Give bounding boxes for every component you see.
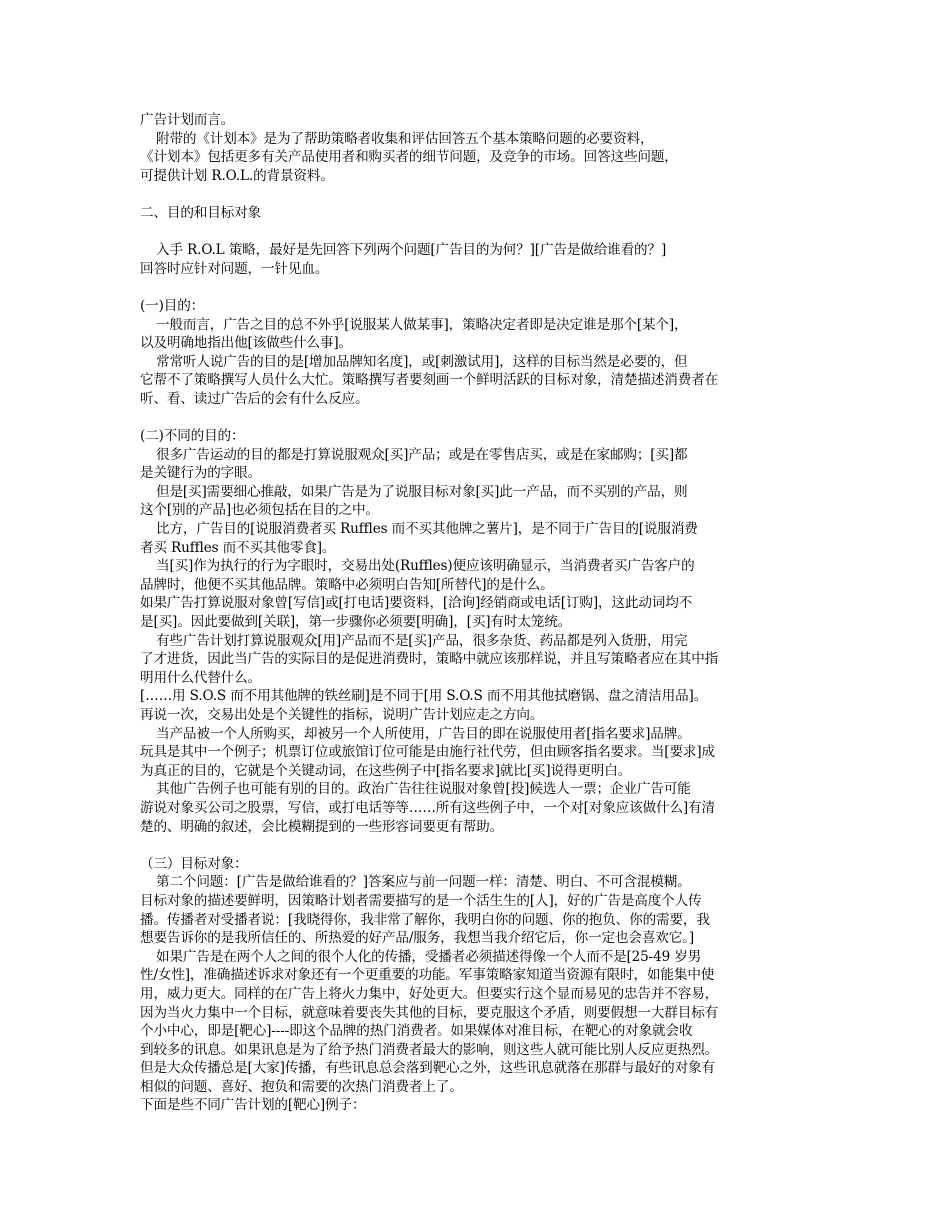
text-line: 楚的、明确的叙述，会比模糊提到的一些形容词要更有帮助。: [140, 818, 503, 835]
text-line: 《计划本》包括更多有关产品使用者和购买者的细节问题，及竞争的市场。回答这些问题，: [140, 149, 678, 166]
text-line: 听、看、读过广告后的会有什么反应。: [140, 390, 369, 407]
text-line: [……用 S.O.S 而不用其他牌的铁丝刷]是不同于[用 S.O.S 而不用其他拭磨锅、盘之清洁用品]。: [140, 688, 708, 705]
text-line: 性/女性]，准确描述诉求对象还有一个更重要的功能。军事策略家知道当资源有限时，如能集中使: [140, 967, 715, 984]
text-line: (一)目的：: [140, 297, 205, 314]
text-line: 它帮不了策略撰写人员什么大忙。策略撰写者要刻画一个鲜明活跃的目标对象，清楚描述消费者在: [140, 372, 719, 389]
text-line: 但是大众传播总是[大家]传播，有些讯息总会落到靶心之外，这些讯息就落在那群与最好的对象有: [140, 1060, 715, 1077]
text-line: 二、目的和目标对象: [140, 204, 261, 221]
text-line: 当产品被一个人所购买，却被另一个人所使用，广告目的即在说服使用者[指名要求]品牌。: [156, 725, 691, 742]
text-line: 用，威力更大。同样的在广告上将火力集中，好处更大。但要实行这个显而易见的忠告并不容易，: [140, 985, 719, 1002]
text-line: 常常听人说广告的目的是[增加品牌知名度]，或[刺激试用]，这样的目标当然是必要的，但: [156, 353, 688, 370]
text-line: 入手 R.O.L 策略，最好是先回答下列两个问题[广告目的为何？][广告是做给谁看的？]: [156, 242, 667, 259]
text-line: 玩具是其中一个例子；机票订位或旅馆订位可能是由施行社代劳，但由顾客指名要求。当[要求]成: [140, 744, 715, 761]
document-body: [140, 111, 820, 1115]
text-line: 再说一次，交易出处是个关键性的指标，说明广告计划应走之方向。: [140, 707, 544, 723]
text-line: （三）目标对象：: [140, 855, 248, 872]
text-line: 可提供计划 R.O.L.的背景资料。: [140, 167, 334, 184]
text-line: 但是[买]需要细心推敲，如果广告是为了说服目标对象[买]此一产品，而不买别的产品，则: [156, 483, 688, 500]
text-line: 附带的《计划本》是为了帮助策略者收集和评估回答五个基本策略问题的必要资料，: [156, 130, 654, 147]
text-line: 如果广告打算说服对象曾[写信]或[打电话]要资料，[洽询]经销商或电话[订购]，这此动词均不: [140, 595, 693, 612]
text-line: 了才进货，因此当广告的实际目的是促进消费时，策略中就应该那样说，并且写策略者应在其中指: [140, 651, 719, 668]
text-line: 播。传播者对受播者说：[我晓得你，我非常了解你，我明白你的问题、你的抱负、你的需要，我: [140, 911, 710, 928]
text-line: 到较多的讯息。如果讯息是为了给予热门消费者最大的影响，则这些人就可能比别人反应更热烈。: [140, 1041, 719, 1058]
text-line: 品牌时，他便不买其他品牌。策略中必须明白告知[所替代]的是什么。: [140, 576, 554, 593]
blank-line: [140, 278, 820, 297]
text-line: 第二个问题：[广告是做给谁看的？]答案应与前一问题一样：清楚、明白、不可含混模糊。: [156, 874, 691, 891]
text-line: 很多广告运动的目的都是打算说服观众[买]产品；或是在零售店买，或是在家邮购；[买]都: [156, 446, 688, 463]
blank-line: [140, 836, 820, 855]
text-line: 其他广告例子也可能有别的目的。政治广告往往说服对象曾[投]候选人一票；企业广告可能: [156, 781, 691, 798]
text-line: 当[买]作为执行的行为字眼时，交易出处(Ruffles)便应该明确显示，当消费者买广告客户的: [156, 558, 695, 575]
text-line: 为真正的目的，它就是个关键动词，在这些例子中[指名要求]就比[买]说得更明白。: [140, 762, 632, 779]
text-line: 因为当火力集中一个目标，就意味着要丧失其他的目标，要克服这个矛盾，则要假想一大群目标有: [140, 1004, 719, 1021]
text-line: 回答时应针对问题，一针见血。: [140, 260, 329, 277]
text-line: 目标对象的描述要鲜明，因策略计划者需要描写的是一个活生生的[人]，好的广告是高度个人传: [140, 892, 702, 909]
blank-line: [140, 223, 820, 242]
text-line: 以及明确地指出他[该做些什么事]。: [140, 335, 352, 352]
text-line: 相似的问题、喜好、抱负和需要的次热门消费者上了。: [140, 1078, 463, 1095]
text-line: 下面是些不同广告计划的[靶心]例子：: [140, 1097, 366, 1114]
text-line: 是[买]。因此要做到[关联]，第一步骤你必须要[明确]，[买]有时太笼统。: [140, 614, 572, 631]
text-line: (二)不同的目的：: [140, 428, 245, 445]
text-line: 想要告诉你的是我所信任的、所热爱的好产品/服务，我想当我介绍它后，你一定也会喜欢它。]: [140, 930, 694, 947]
blank-line: [140, 409, 820, 428]
text-line: 如果广告是在两个人之间的很个人化的传播，受播者必须描述得像一个人而不是[25-49 岁男: [156, 948, 702, 965]
text-line: 游说对象买公司之股票，写信，或打电话等等……所有这些例子中，一个对[对象应该做什么]有清: [140, 799, 715, 816]
text-line: 明用什么代替什么。: [140, 669, 261, 686]
text-line: 一般而言，广告之目的总不外乎[说服某人做某事]，策略决定者即是决定谁是那个[某个]，: [156, 316, 688, 333]
text-line: 者买 Ruffles 而不买其他零食]。: [140, 539, 336, 556]
text-line: 个小中心，即是[靶心]----即这个品牌的热门消费者。如果媒体对准目标，在靶心的对象就会收: [140, 1023, 693, 1040]
text-line: 是关键行为的字眼。: [140, 465, 261, 482]
blank-line: [140, 185, 820, 204]
text-line: 比方，广告目的[说服消费者买 Ruffles 而不买其他牌之薯片]，是不同于广告目的[说服消费: [156, 521, 698, 538]
text-line: 有些广告计划打算说服观众[用]产品而不是[买]产品，很多杂货、药品都是列入货册，用完: [156, 632, 688, 649]
text-line: 这个[别的产品]也必须包括在目的之中。: [140, 502, 379, 519]
text-line: 广告计划而言。: [140, 112, 235, 128]
